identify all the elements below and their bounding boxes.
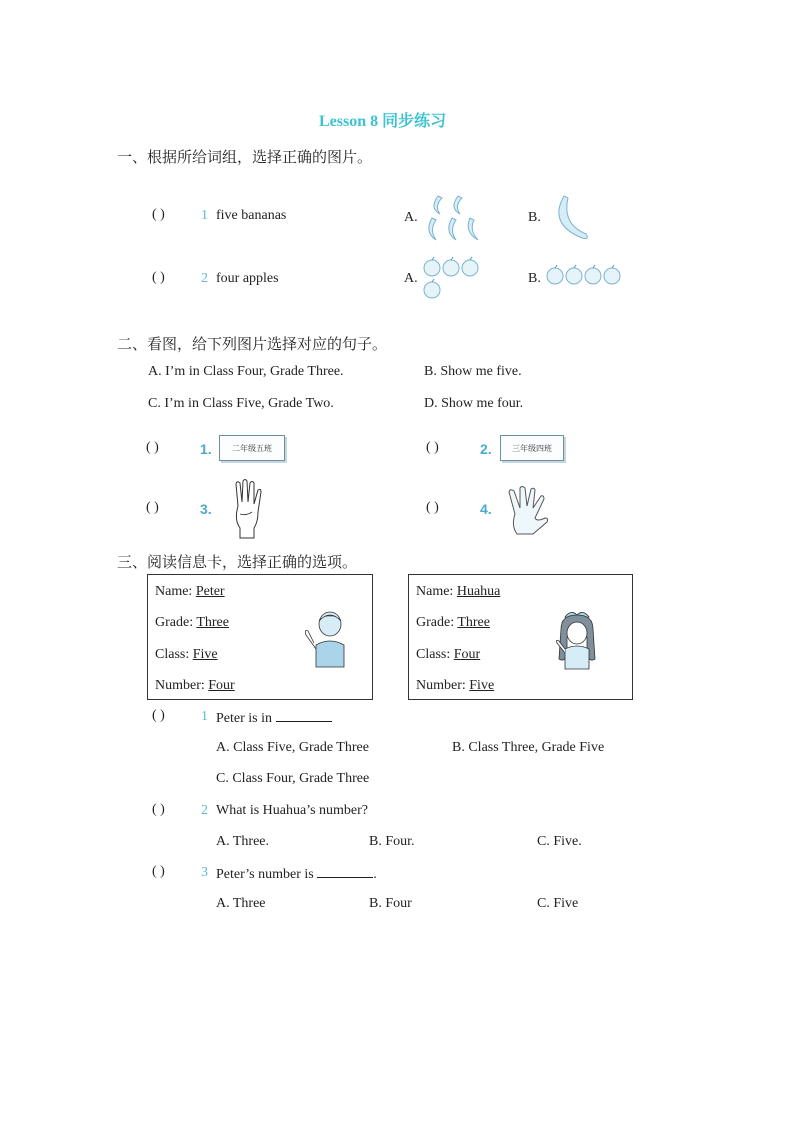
grade-value: Three <box>196 615 229 630</box>
card-grade-row <box>155 615 229 631</box>
q2-1-number: 1. <box>200 441 212 457</box>
q3-3-text <box>216 865 377 883</box>
card-name-row <box>155 584 225 600</box>
answer-blank <box>317 865 373 878</box>
q3-3-option-c[interactable]: C. Five <box>537 896 579 911</box>
q3-3-option-b[interactable]: B. Four <box>369 896 412 911</box>
section2-heading: 二、看图，给下列图片选择对应的句子。 <box>117 335 388 353</box>
q1-2-paren[interactable]: ( ) <box>152 270 165 285</box>
info-card-huahua <box>408 574 633 700</box>
q3-3-period: . <box>373 867 377 882</box>
grade-label: Grade: <box>416 615 455 630</box>
card-class-row <box>155 647 218 663</box>
q1-2-option-b[interactable]: B. <box>528 271 541 286</box>
class-value: Four <box>453 647 481 662</box>
q3-3-stem: Peter’s number is <box>216 867 314 882</box>
q3-1-paren[interactable]: ( ) <box>152 708 165 723</box>
q3-2-paren[interactable]: ( ) <box>152 802 165 817</box>
card-number-row <box>416 678 494 694</box>
card-name-row <box>416 584 500 600</box>
section2-option-d: D. Show me four. <box>424 396 524 411</box>
q3-2-option-c[interactable]: C. Five. <box>537 834 582 849</box>
number-value: Four <box>208 678 235 693</box>
girl-avatar <box>549 607 599 671</box>
section2-option-a: A. I’m in Class Four, Grade Three. <box>148 364 344 379</box>
four-apples-image <box>422 256 482 302</box>
section1-heading: 一、根据所给词组，选择正确的图片。 <box>117 148 373 166</box>
q2-4-paren[interactable]: ( ) <box>426 500 439 515</box>
class-label: Class: <box>416 647 451 662</box>
five-bananas-image <box>424 194 488 244</box>
card-class-row <box>416 647 480 663</box>
q3-1-option-c[interactable]: C. Class Four, Grade Three <box>216 771 370 786</box>
one-banana-image <box>552 194 592 242</box>
sign-label: 二年级五班 <box>232 443 272 453</box>
five-fingers-hand-icon <box>503 484 551 538</box>
q1-2-option-a[interactable]: A. <box>404 271 418 286</box>
q3-1-stem: Peter is in <box>216 711 272 726</box>
q1-1-number: 1 <box>201 208 208 223</box>
section2-option-c: C. I’m in Class Five, Grade Two. <box>148 396 334 411</box>
q3-2-option-a[interactable]: A. Three. <box>216 834 269 849</box>
number-label: Number: <box>416 678 466 693</box>
q3-1-number: 1 <box>201 709 208 724</box>
grade-label: Grade: <box>155 615 194 630</box>
name-value: Huahua <box>456 584 501 599</box>
four-fingers-hand-icon <box>228 478 266 540</box>
number-value: Five <box>469 678 495 693</box>
q3-2-number: 2 <box>201 803 208 818</box>
boy-avatar <box>298 609 348 669</box>
q3-2-text: What is Huahua’s number? <box>216 803 369 818</box>
q1-1-option-b[interactable]: B. <box>528 210 541 225</box>
q2-3-paren[interactable]: ( ) <box>146 500 159 515</box>
info-card-peter <box>147 574 373 700</box>
q3-2-option-b[interactable]: B. Four. <box>369 834 415 849</box>
card-number-row <box>155 678 235 694</box>
q2-2-paren[interactable]: ( ) <box>426 440 439 455</box>
q1-2-text: four apples <box>216 271 279 286</box>
answer-blank <box>276 709 332 722</box>
name-value: Peter <box>195 584 225 599</box>
q3-1-text <box>216 709 332 727</box>
q1-1-text: five bananas <box>216 208 287 223</box>
q3-1-option-b[interactable]: B. Class Three, Grade Five <box>452 740 605 755</box>
q1-2-number: 2 <box>201 271 208 286</box>
card-grade-row <box>416 615 490 631</box>
name-label: Name: <box>416 584 454 599</box>
four-apples-row-image <box>545 264 623 288</box>
grade-value: Three <box>457 615 490 630</box>
q3-3-number: 3 <box>201 865 208 880</box>
q2-3-number: 3. <box>200 501 212 517</box>
name-label: Name: <box>155 584 193 599</box>
q2-4-number: 4. <box>480 501 492 517</box>
q3-3-paren[interactable]: ( ) <box>152 864 165 879</box>
sign-label: 三年级四班 <box>512 443 552 453</box>
class-sign-grade3-class4 <box>500 435 564 461</box>
q3-3-option-a[interactable]: A. Three <box>216 896 266 911</box>
class-sign-grade2-class5 <box>219 435 285 461</box>
section3-heading: 三、阅读信息卡，选择正确的选项。 <box>117 553 358 571</box>
class-value: Five <box>192 647 218 662</box>
q1-1-paren[interactable]: ( ) <box>152 207 165 222</box>
q1-1-option-a[interactable]: A. <box>404 210 418 225</box>
q2-2-number: 2. <box>480 441 492 457</box>
section2-option-b: B. Show me five. <box>424 364 522 379</box>
class-label: Class: <box>155 647 190 662</box>
page-title: Lesson 8 同步练习 <box>319 113 447 130</box>
q3-1-option-a[interactable]: A. Class Five, Grade Three <box>216 740 369 755</box>
q2-1-paren[interactable]: ( ) <box>146 440 159 455</box>
number-label: Number: <box>155 678 205 693</box>
